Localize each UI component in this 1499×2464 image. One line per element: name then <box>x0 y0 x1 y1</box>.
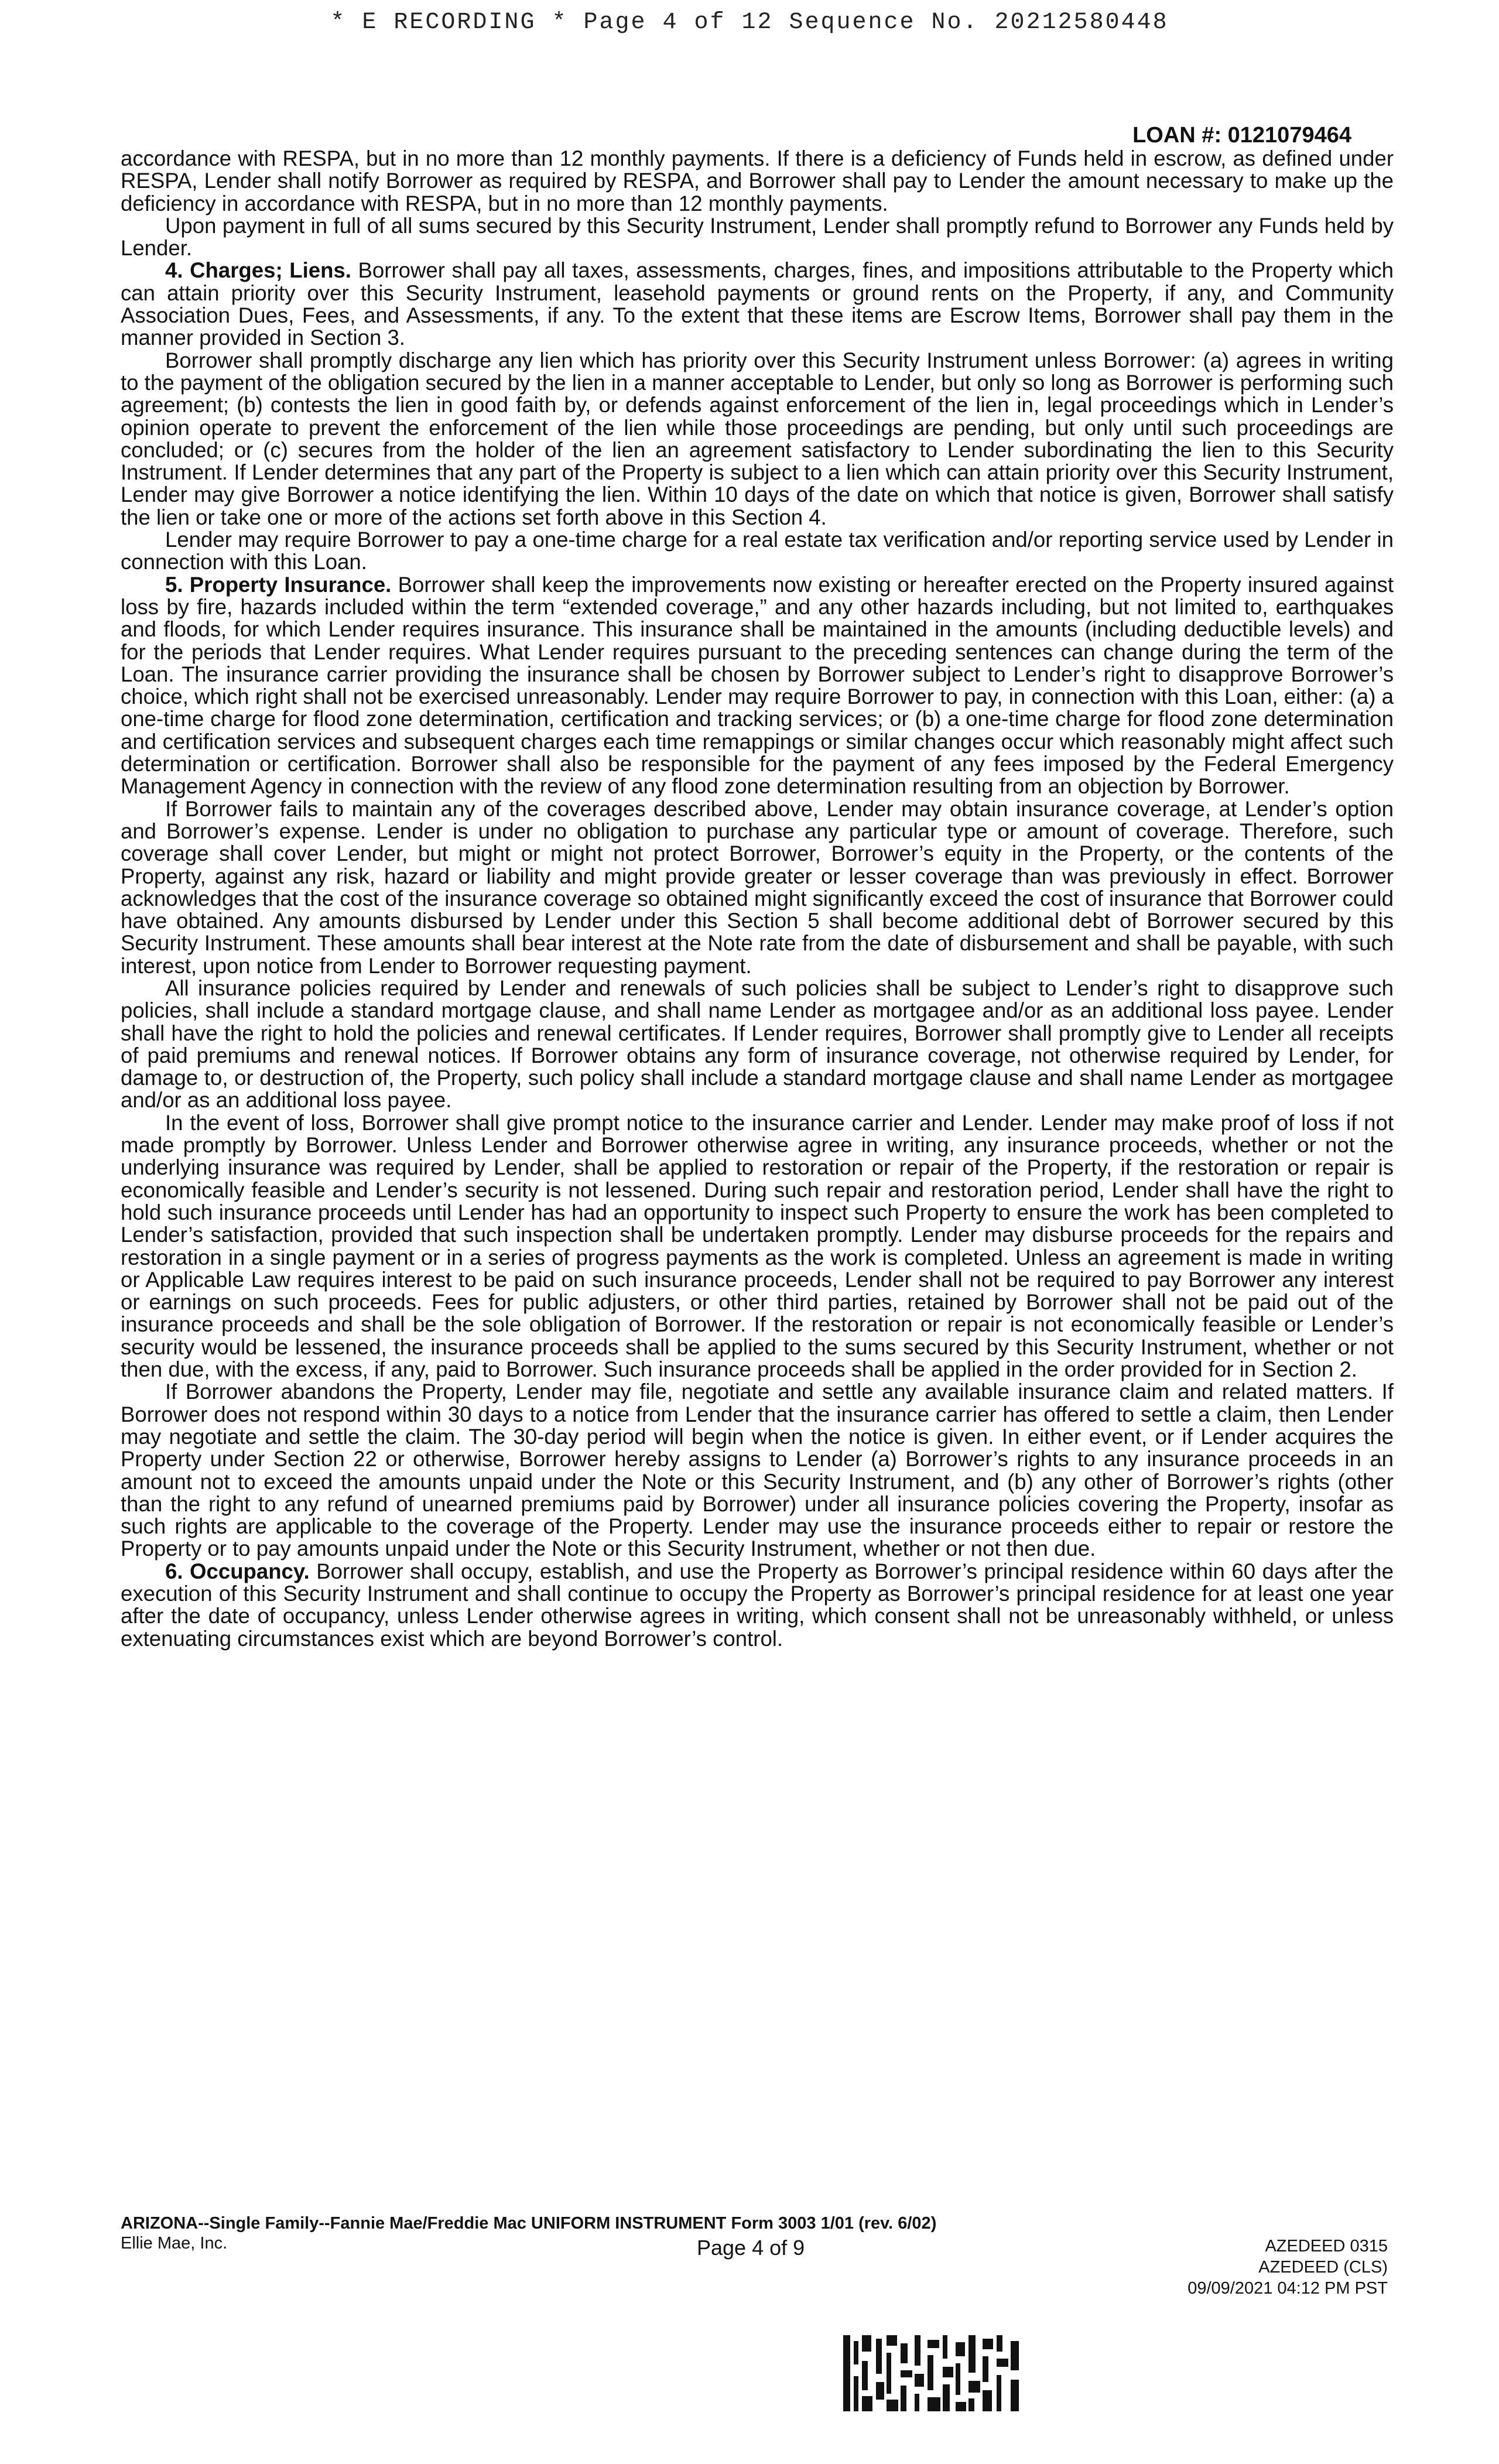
section-6 <box>121 1560 1394 1650</box>
section-5-heading: 5. Property Insurance. <box>165 572 392 597</box>
paragraph-refund: Upon payment in full of all sums secured by this Security Instrument, Lender shall promptly refund to Borrower any Funds held by Lender. <box>121 213 1394 261</box>
paragraph-insurance-policies: All insurance policies required by Lender and renewals of such policies shall be subject to Lender’s right to disapprove such policies, shall include a standard mortgage clause, and shall name Lender as mortgagee and/or as an additional loss payee. Lender shall have the right to hold the policies and renewal certificates. If Lender requires, Borrower shall promptly give to Lender all receipts of paid premiums and renewal notices. If Borrower obtains any form of insurance coverage, not otherwise required by Lender, for damage to, or destruction of, the Property, such policy shall include a standard mortgage clause and shall name Lender as mortgagee and/or as an additional loss payee. <box>121 976 1394 1113</box>
paragraph-coverage-failure: If Borrower fails to maintain any of the coverages described above, Lender may obtain insurance coverage, at Lender’s option and Borrower’s expense. Lender is under no obligation to purchase any particular type or amount of coverage. Therefore, such coverage shall cover Lender, but might or might not protect Borrower, Borrower’s equity in the Property, or the contents of the Property, against any risk, hazard or liability and might provide greater or lesser coverage than was previously in effect. Borrower acknowledges that the cost of the insurance coverage so obtained might significantly exceed the cost of insurance that Borrower could have obtained. Any amounts disbursed by Lender under this Section 5 shall become additional debt of Borrower secured by this Security Instrument. These amounts shall bear interest at the Note rate from the date of disbursement and shall be payable, with such interest, upon notice from Lender to Borrower requesting payment. <box>121 796 1394 978</box>
section-5 <box>121 574 1394 798</box>
company-name: Ellie Mae, Inc. <box>121 2234 228 2253</box>
form-code-cls: AZEDEED (CLS) <box>1258 2258 1388 2277</box>
paragraph-lien-discharge: Borrower shall promptly discharge any lien which has priority over this Security Instrument unless Borrower: (a) agrees in writing to the payment of the obligation secured by the lien in a manner acceptable to Lender, but only so long as Borrower is performing such agreement; (b) contests the lien in good faith by, or defends against enforcement of the lien in, legal proceedings which in Lender’s opinion operate to prevent the enforcement of the lien while those proceedings are pending, but only until such proceedings are concluded; or (c) secures from the holder of the lien an agreement satisfactory to Lender subordinating the lien to this Security Instrument. If Lender determines that any part of the Property is subject to a lien which can attain priority over this Security Instrument, Lender may give Borrower a notice identifying the lien. Within 10 days of the date on which that notice is given, Borrower shall satisfy the lien or take one or more of the actions set forth above in this Section 4. <box>121 348 1394 529</box>
form-code: AZEDEED 0315 <box>1265 2237 1388 2256</box>
paragraph-tax-verification: Lender may require Borrower to pay a one-time charge for a real estate tax verification and/or reporting service used by Lender in connection with this Loan. <box>121 528 1394 574</box>
loan-number: LOAN #: 0121079464 <box>1132 123 1351 148</box>
section-5-text: Borrower shall keep the improvements now existing or hereafter erected on the Property insured against loss by fire, hazards included within the term “extended coverage,” and any other hazards including, but not limited to, earthquakes and floods, for which Lender requires insurance. This insurance shall be maintained in the amounts (including deductible levels) and for the periods that Lender requires. What Lender requires pursuant to the preceding sentences can change during the term of the Loan. The insurance carrier providing the insurance shall be chosen by Borrower subject to Lender’s right to disapprove Borrower’s choice, which right shall not be exercised unreasonably. Lender may require Borrower to pay, in connection with this Loan, either: (a) a one-time charge for flood zone determination, certification and tracking services; or (b) a one-time charge for flood zone determination and certification services and subsequent charges each time remappings or similar changes occur which reasonably might affect such determination or certification. Borrower shall also be responsible for the payment of any fees imposed by the Federal Emergency Management Agency in connection with the review of any flood zone determination resulting from an objection by Borrower. <box>121 572 1394 799</box>
document-body <box>121 148 1394 1650</box>
footer-codes <box>1187 2236 1388 2299</box>
section-4 <box>121 259 1394 349</box>
page-number: Page 4 of 9 <box>697 2236 805 2260</box>
section-4-text: Borrower shall pay all taxes, assessments, charges, fines, and impositions attributable to the Property which can attain priority over this Security Instrument, leasehold payments or ground rents on the Property, if any, and Community Association Dues, Fees, and Assessments, if any. To the extent that these items are Escrow Items, Borrower shall pay them in the manner provided in Section 3. <box>121 258 1394 350</box>
barcode-icon <box>843 2335 1019 2411</box>
section-4-heading: 4. Charges; Liens. <box>165 258 351 283</box>
paragraph-event-of-loss: In the event of loss, Borrower shall give prompt notice to the insurance carrier and Lender. Lender may make proof of loss if not made promptly by Borrower. Unless Lender and Borrower otherwise agree in writing, any insurance proceeds, whether or not the underlying insurance was required by Lender, shall be applied to restoration or repair of the Property, if the restoration or repair is economically feasible and Lender’s security is not lessened. During such repair and restoration period, Lender shall have the right to hold such insurance proceeds until Lender has had an opportunity to inspect such Property to ensure the work has been completed to Lender’s satisfaction, provided that such inspection shall be undertaken promptly. Lender may disburse proceeds for the repairs and restoration in a single payment or in a series of progress payments as the work is completed. Unless an agreement is made in writing or Applicable Law requires interest to be paid on such insurance proceeds, Lender shall not be required to pay Borrower any interest or earnings on such proceeds. Fees for public adjusters, or other third parties, retained by Borrower shall not be paid out of the insurance proceeds and shall be the sole obligation of Borrower. If the restoration or repair is not economically feasible or Lender’s security would be lessened, the insurance proceeds shall be applied to the sums secured by this Security Instrument, whether or not then due, with the excess, if any, paid to Borrower. Such insurance proceeds shall be applied in the order provided for in Section 2. <box>121 1110 1394 1382</box>
print-timestamp: 09/09/2021 04:12 PM PST <box>1187 2279 1388 2298</box>
form-title: ARIZONA--Single Family--Fannie Mae/Freddie Mac UNIFORM INSTRUMENT Form 3003 1/01 (rev. 6/02) <box>121 2214 937 2233</box>
footer-form-info <box>121 2213 936 2253</box>
section-6-heading: 6. Occupancy. <box>165 1559 310 1583</box>
paragraph-abandonment: If Borrower abandons the Property, Lender may file, negotiate and settle any available insurance claim and related matters. If Borrower does not respond within 30 days to a notice from Lender that the insurance carrier has offered to settle a claim, then Lender may negotiate and settle the claim. The 30-day period will begin when the notice is given. In either event, or if Lender acquires the Property under Section 22 or otherwise, Borrower hereby assigns to Lender (a) Borrower’s rights to any insurance proceeds in an amount not to exceed the amounts unpaid under the Note or this Security Instrument, and (b) any other of Borrower’s rights (other than the right to any refund of unearned premiums paid by Borrower) under all insurance policies covering the Property, insofar as such rights are applicable to the coverage of the Property. Lender may use the insurance proceeds either to repair or restore the Property or to pay amounts unpaid under the Note or this Security Instrument, whether or not then due. <box>121 1380 1394 1561</box>
section-6-text: Borrower shall occupy, establish, and use the Property as Borrower’s principal residence within 60 days after the execution of this Security Instrument and shall continue to occupy the Property as Borrower’s principal residence for at least one year after the date of occupancy, unless Lender otherwise agrees in writing, which consent shall not be unreasonably withheld, or unless extenuating circumstances exist which are beyond Borrower’s control. <box>121 1559 1394 1651</box>
paragraph-escrow-deficiency: accordance with RESPA, but in no more than 12 monthly payments. If there is a deficiency of Funds held in escrow, as defined under RESPA, Lender shall notify Borrower as required by RESPA, and Borrower shall pay to Lender the amount necessary to make up the deficiency in accordance with RESPA, but in no more than 12 monthly payments. <box>121 146 1394 215</box>
recording-header: * E RECORDING * Page 4 of 12 Sequence No. 20212580448 <box>330 9 1169 36</box>
